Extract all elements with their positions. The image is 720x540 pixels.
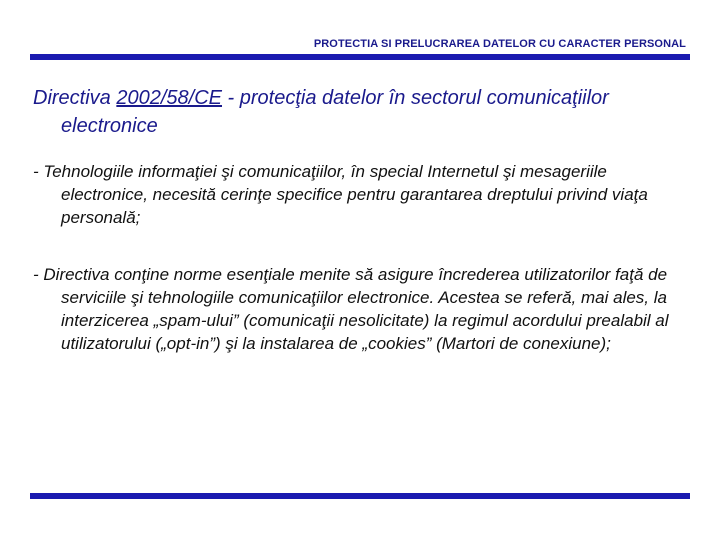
heading-suffix: - protecţia datelor în sectorul comunicaţiilor electronice	[61, 87, 609, 137]
paragraph-technologies: - Tehnologiile informaţiei şi comunicaţiilor, în special Internetul şi mesageriile electronice, necesită cerinţe specifice pentru garantarea dreptului privind viaţa personală;	[33, 162, 648, 227]
heading-prefix: Directiva	[33, 87, 117, 109]
page-header-title: PROTECTIA SI PRELUCRAREA DATELOR CU CARACTER PERSONAL	[313, 38, 686, 50]
top-divider	[30, 54, 690, 60]
slide-heading	[33, 84, 693, 140]
paragraph-directive-norms: - Directiva conţine norme esenţiale menite să asigure încrederea utilizatorilor faţă de serviciile şi tehnologiile comunicaţiilor electronice. Acestea se referă, mai ales, la interzicerea „spam-ului” (comunicaţii nesolicitate) la regimul acordului prealabil al utilizatorului („opt-in”) şi la instalarea de „cookies” (Martori de conexiune);	[33, 265, 669, 353]
bottom-divider	[30, 493, 690, 499]
directive-reference-link[interactable]: 2002/58/CE	[116, 87, 222, 109]
